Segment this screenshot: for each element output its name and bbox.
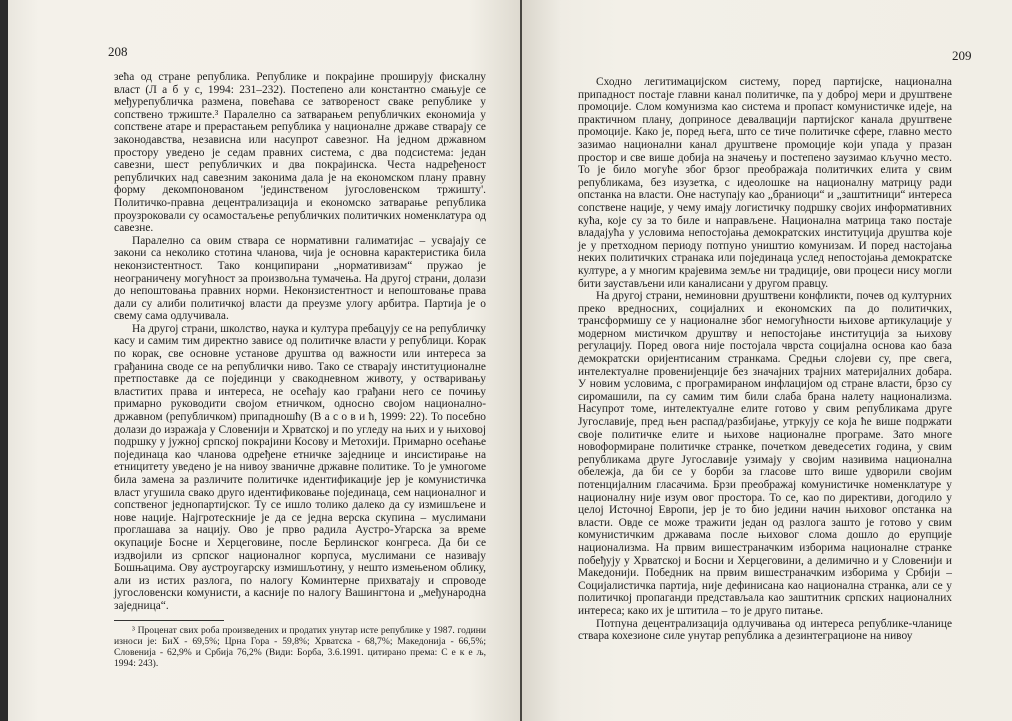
paragraph: зећа од стране република. Републике и покрајине проширују фискалну власт (Л а б у с, 1994: 231–232). Постепено али константно смањује се међурепубличка размена, повећава се затвореност сваке републике у сопствено тржиште.³ Паралелно са затварањем републичких економија у сопствене атаре и прерастањем република у националне државе стварају се законодавства, независна или насупрот савезног. На једном државном простору уведено је седам правних система, с два подсистема: један савезни, шест републичких и два покрајинска. Честа надређеност републичких над савезним законима дала је на економском плану правну форму декомпонованом 'јединственом југословенском тржишту'. Политичко-правна децентрализација и економско затварање република проузроковали су осамостаљење републичких политичких номенклатура од савезне. — [114, 71, 486, 235]
page-number-right: 209 — [952, 48, 972, 63]
paragraph: Сходно легитимацијском систему, поред партијске, национална припадност постаје главни канал политичке, па у доброј мери и друштвене промоције. Слом комунизма као система и пропаст комунистичке идеје, на практичном плану, доприносе девалвацији партијског канала друштвене промоције. Како је, поред њега, што се тиче политичке сфере, главно место зазимао национални канал друштвене промоције који упада у празан простор и све више добија на значењу и постепено заузимао кључно место. То је било могуће због брзог преображаја политичких елита у свим републикама, без изузетка, с идеолошке на националну матрицу ради опстанка на власти. Оне наступају као „браниоци“ и „заштитници“ интереса сопствене нације, у чему имају логистичку подршку својих информативних кућа, које су за то биле и направљене. Национална матрица тако постаје владајућа у условима непостојања демократских институција друштва које је у претходном периоду потпуно уништио комунизам. И поред настојања неких политичких странака или појединаца услед непостојања демократске културе, а у многим крајевима земље ни традиције, ови процеси нису могли бити заустављени или каналисани у другом правцу. — [578, 76, 952, 290]
left-page — [8, 0, 520, 721]
paragraph: На другој страни, неминовни друштвени конфликти, почев од културних преко вредносних, социјалних и економских па до политичких, трансформишу се у националне због немогућности њихове артикулације у модерном мистичком друштву и непостојање институција за њихову регулацију. Поред овога није постојала чврста социјална основа као база демократски оријентисаним странкама. Средњи слојеви су, пре свега, интелектуалне провенијенције без значајних трајних материјалних добара. У новим условима, с програмираном инфлацијом од стране власти, брзо су сиромашили, па су самим тим били слаба брана налету национализма. Насупрот томе, интелектуалне елите готово у свим републикама друге Југославије, пред њен распад/разбијање, утркују се која ће више подржати своје политичке елите и њихове националне програме. Зато многе новоформиране политичке странке, почетком деведесетих година, у свим републикама друге Југославије узимају у својим називима национална обележја, да би се у борби за гласове што више удворили својим потенцијалним гласачима. Брзи преображај комунистичке номенклатуре у националну није изум овог простора. То се, као по директиви, догодило у целој Источној Европи, јер је то био једини начин њиховог опстанка на власти. Овде се може тражити један од разлога зашто је готово у свим комунистичким државама после њиховог слома дошло до ерупције национализма. На првим вишестраначким изборима националне странке побеђују у Хрватској и Босни и Херцеговини, а делимично и у Словенији и Македонији. Победник на првим вишестраначким изборима у Србији – Социјалистичка партија, није дефинисана као национална странка, али се у политичкој пропаганди представљала као заштитник српских националних интереса; како их је штитила – то је друго питање. — [578, 290, 952, 617]
footnote: ³ Проценат свих роба произведених и продатих унутар исте републике у 1987. години износи је: БиХ - 69,5%; Црна Гора - 59,8%; Хрватска - 68,7%; Македонија - 66,5%; Словенија - 62,9% и Србија 76,2% (Види: Борба, 3.6.1991. цитирано према: С е к е љ, 1994: 243). — [114, 624, 486, 669]
left-page-text — [114, 71, 486, 669]
paragraph: Паралелно са овим ствара се нормативни галиматијас – усвајају се закони са неколико стотина чланова, чија је основна карактеристика била неконзистентност. Тако конципирани „нормативизам“ пружао је неограничену могућност за произвољна тумачења. На другој страни, долази до непоштовања правних норми. Неконзистентност и непоштовање права дали су алиби политичкој власти да преузме улогу арбитра. Партија је о свему сама одлучивала. — [114, 234, 486, 323]
footnote-rule — [114, 620, 224, 621]
right-page-text — [578, 76, 952, 643]
page-number-left: 208 — [108, 44, 128, 59]
paragraph: На другој страни, школство, наука и култура пребацују се на републичку касу и самим тим директно зависе од политичке власти у републици. Корак по корак, све основне установе друштва од важности или интереса за грађанина своде се на републички ниво. Тако се стварају институционалне претпоставке да се појединци у свакодневном животу, у остваривању властитих права и интереса, не осећају као грађани него се почињу примарно руководити својом етничком, односно својом национално-државном (републичком) припадношћу (В а с о в и ћ, 1999: 22). То посебно долази до изражаја у Словенији и Хрватској и по угледу на њих и у њиховој подршку у јужној српској покрајини Косову и Метохији. Примарно осећање појединаца као чланова одређене етничке заједнице и инсистирање на етницитету уведено је на нивоу званичне државне политике. То је умногоме била замена за различите политичке идентификације јер је комунистичка власт угушила свако друго идентификовање појединаца, сем националног и сопственог једнопартијског. Ту се ишло толико далеко да су измишљене и нове нације. Најгротескније је да се једна верска скупина – муслимани проглашава за нацију. Ово је прво радила Аустро-Угарска за време окупације Босне и Херцеговине, после Берлинског конгреса. Да би се издвојили из српског националног корпуса, муслимани се називају Бошњацима. Ову аустроугарску измишљотину, у нешто измењеном облику, али из истих разлога, по налогу Коминтерне прихватају и спроводе југословенски комунисти, а касније по налогу Вашингтона и „међународна заједница“. — [114, 322, 486, 612]
right-page — [522, 0, 1012, 721]
paragraph: Потпуна децентрализација одлучивања од интереса републике-чланице ствара кохезионе силе унутар република а дезинтеграционе на нивоу — [578, 617, 952, 643]
